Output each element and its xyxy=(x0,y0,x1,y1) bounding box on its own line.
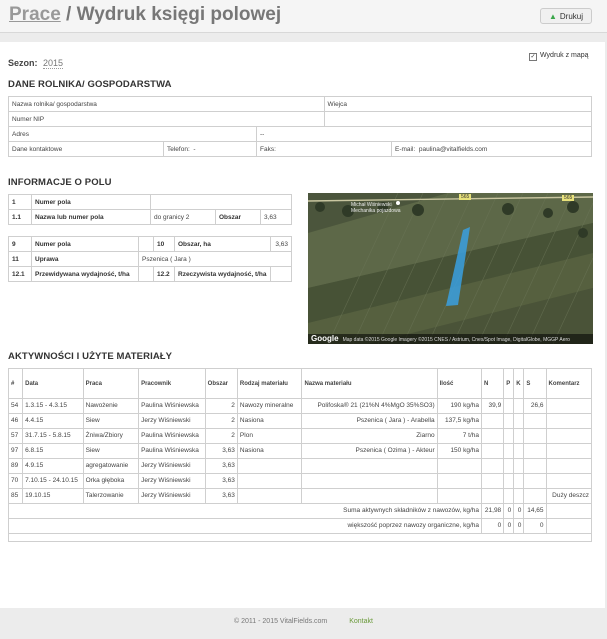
col-area: Obszar xyxy=(205,369,237,399)
owner-nip-value xyxy=(324,112,592,127)
col-work: Praca xyxy=(83,369,138,399)
row-k xyxy=(514,474,524,489)
row-quantity xyxy=(437,474,481,489)
row-worker: Jerzy Wiśniewski xyxy=(139,414,206,429)
field-r11-label: Nazwa lub numer pola xyxy=(32,210,151,225)
col-quantity: Ilość xyxy=(437,369,481,399)
row-area: 2 xyxy=(205,429,237,444)
season-value[interactable]: 2015 xyxy=(43,58,64,68)
row-num: 54 xyxy=(9,399,23,414)
field-r11-area-value: 3,63 xyxy=(261,210,292,225)
row-worker: Paulina Wiśniewska xyxy=(139,429,206,444)
table-row xyxy=(9,414,592,429)
field-r1-label: Numer pola xyxy=(32,195,151,210)
row-comment xyxy=(546,459,591,474)
table-end-cell xyxy=(9,534,592,542)
activities-body xyxy=(9,399,592,504)
row-worker: Jerzy Wiśniewski xyxy=(139,474,206,489)
row-material-name: Pszenica ( Jara ) - Arabella xyxy=(302,414,437,429)
email-label: E-mail: xyxy=(395,145,416,153)
footer-copyright: © 2011 - 2015 VitalFields.com xyxy=(234,618,328,625)
table-end-row xyxy=(9,534,592,542)
row-material-type: Plon xyxy=(237,429,302,444)
col-p: P xyxy=(504,369,514,399)
row-material-type: Nasiona xyxy=(237,444,302,459)
row-material-name: Polifoska® 21 (21%N 4%MgO 35%SO3) xyxy=(302,399,437,414)
row-num: 89 xyxy=(9,459,23,474)
row-work: Talerzowanie xyxy=(83,489,138,504)
row-quantity: 7 t/ha xyxy=(437,429,481,444)
row-num: 85 xyxy=(9,489,23,504)
row-p xyxy=(504,474,514,489)
field-r11-num: 1.1 xyxy=(9,210,32,225)
row-n xyxy=(482,474,504,489)
print-content xyxy=(0,42,605,608)
row-area: 3,63 xyxy=(205,459,237,474)
field-r1-num: 1 xyxy=(9,195,32,210)
sum-mineral-comment xyxy=(546,504,591,519)
col-n: N xyxy=(482,369,504,399)
sum-row-mineral xyxy=(9,504,592,519)
map-print-toggle[interactable] xyxy=(529,52,589,61)
col-worker: Pracownik xyxy=(139,369,206,399)
table-row xyxy=(9,252,292,267)
field-r122-label: Rzeczywista wydajność, t/ha xyxy=(175,267,271,282)
season-selector xyxy=(8,58,63,68)
table-row xyxy=(9,127,592,142)
table-row xyxy=(9,267,292,282)
row-date: 4.9.15 xyxy=(23,459,84,474)
map-attribution-bar xyxy=(308,334,593,344)
row-n xyxy=(482,414,504,429)
row-material-name xyxy=(302,459,437,474)
sum-mineral-n: 21,98 xyxy=(482,504,504,519)
row-date: 1.3.15 - 4.3.15 xyxy=(23,399,84,414)
map-print-checkbox[interactable]: ✓ xyxy=(530,54,536,60)
breadcrumb-prace[interactable]: Prace xyxy=(9,4,61,25)
row-date: 6.8.15 xyxy=(23,444,84,459)
footer-contact-link[interactable]: Kontakt xyxy=(349,618,373,625)
row-s xyxy=(524,489,546,504)
table-row xyxy=(9,399,592,414)
row-quantity xyxy=(437,489,481,504)
col-k: K xyxy=(514,369,524,399)
row-k xyxy=(514,399,524,414)
table-row xyxy=(9,429,592,444)
row-k xyxy=(514,489,524,504)
field-r10-num: 10 xyxy=(154,237,175,252)
sum-organic-s: 0 xyxy=(524,519,546,534)
row-date: 7.10.15 - 24.10.15 xyxy=(23,474,84,489)
row-comment xyxy=(546,414,591,429)
row-n xyxy=(482,489,504,504)
page-header xyxy=(0,0,607,33)
table-row xyxy=(9,444,592,459)
table-row xyxy=(9,459,592,474)
field-r9-value xyxy=(139,237,154,252)
activities-header-row xyxy=(9,369,592,399)
field-map[interactable] xyxy=(308,193,593,344)
print-button[interactable] xyxy=(540,8,592,24)
row-date: 19.10.15 xyxy=(23,489,84,504)
row-k xyxy=(514,459,524,474)
field-r9-num: 9 xyxy=(9,237,32,252)
field-r122-value xyxy=(270,267,291,282)
owner-email xyxy=(392,142,592,157)
row-k xyxy=(514,429,524,444)
row-p xyxy=(504,459,514,474)
fax-label: Faks: xyxy=(260,145,276,153)
map-place-line2: Mechanika pojazdowa xyxy=(351,208,401,214)
sum-mineral-label: Suma aktywnych składników z nawozów, kg/ha xyxy=(9,504,482,519)
row-worker: Jerzy Wiśniewski xyxy=(139,489,206,504)
table-row xyxy=(9,474,592,489)
row-quantity: 150 kg/ha xyxy=(437,444,481,459)
phone-value: - xyxy=(193,145,196,153)
row-material-name xyxy=(302,489,437,504)
satellite-image xyxy=(308,193,593,344)
row-work: Siew xyxy=(83,414,138,429)
row-quantity xyxy=(437,459,481,474)
sum-organic-k: 0 xyxy=(514,519,524,534)
google-logo[interactable]: Google xyxy=(311,334,339,343)
row-area: 3,63 xyxy=(205,474,237,489)
map-attribution: Map data ©2015 Google Imagery ©2015 CNES / Astrium, Cnes/Spot Image, DigitalGlobe, MGGP Aero xyxy=(342,337,570,343)
row-n xyxy=(482,444,504,459)
field-r1-value xyxy=(151,195,292,210)
field-r11-area-label: Obszar xyxy=(216,210,261,225)
col-material-type: Rodzaj materiału xyxy=(237,369,302,399)
table-row xyxy=(9,195,292,210)
road-marker-1: 565 xyxy=(461,194,470,200)
row-work: Orka głęboka xyxy=(83,474,138,489)
map-place-line1: Michał Wiśniewski xyxy=(351,202,392,208)
map-print-label: Wydruk z mapą xyxy=(540,52,589,59)
table-row xyxy=(9,237,292,252)
sum-organic-comment xyxy=(546,519,591,534)
owner-contact-label: Dane kontaktowe xyxy=(9,142,164,157)
field-r121-value xyxy=(139,267,154,282)
row-s xyxy=(524,459,546,474)
breadcrumb-separator: / xyxy=(60,4,77,25)
sum-mineral-s: 14,65 xyxy=(524,504,546,519)
col-comment: Komentarz xyxy=(546,369,591,399)
col-date: Data xyxy=(23,369,84,399)
phone-label: Telefon: xyxy=(167,145,190,153)
row-s xyxy=(524,429,546,444)
row-p xyxy=(504,399,514,414)
field-r11-value: do granicy 2 xyxy=(151,210,216,225)
row-s xyxy=(524,444,546,459)
sum-mineral-k: 0 xyxy=(514,504,524,519)
row-s: 26,6 xyxy=(524,399,546,414)
owner-phone xyxy=(164,142,257,157)
field-r10-label: Obszar, ha xyxy=(175,237,271,252)
row-num: 70 xyxy=(9,474,23,489)
field-r11b-label: Uprawa xyxy=(32,252,139,267)
sum-organic-n: 0 xyxy=(482,519,504,534)
row-num: 57 xyxy=(9,429,23,444)
season-label: Sezon: xyxy=(8,58,38,68)
row-n: 39,9 xyxy=(482,399,504,414)
table-row xyxy=(9,142,592,157)
owner-name-value: Wiejca xyxy=(324,97,592,112)
row-n xyxy=(482,429,504,444)
sum-mineral-p: 0 xyxy=(504,504,514,519)
row-num: 97 xyxy=(9,444,23,459)
row-material-name: Pszenica ( Ozima ) - Akteur xyxy=(302,444,437,459)
row-area: 3,63 xyxy=(205,489,237,504)
print-button-label: Drukuj xyxy=(559,12,584,21)
road-marker-2: 565 xyxy=(564,195,573,201)
row-worker: Paulina Wiśniewska xyxy=(139,399,206,414)
row-p xyxy=(504,489,514,504)
row-date: 31.7.15 - 5.8.15 xyxy=(23,429,84,444)
table-row xyxy=(9,210,292,225)
field-r121-label: Przewidywana wydajność, t/ha xyxy=(32,267,139,282)
row-area: 2 xyxy=(205,399,237,414)
row-comment: Duży deszcz xyxy=(546,489,591,504)
row-p xyxy=(504,414,514,429)
row-k xyxy=(514,444,524,459)
row-work: Żniwa/Zbiory xyxy=(83,429,138,444)
sum-organic-p: 0 xyxy=(504,519,514,534)
row-work: Siew xyxy=(83,444,138,459)
row-date: 4.4.15 xyxy=(23,414,84,429)
owner-name-label: Nazwa rolnika/ gospodarstwa xyxy=(9,97,325,112)
owner-table xyxy=(8,96,592,157)
row-comment xyxy=(546,429,591,444)
row-quantity: 190 kg/ha xyxy=(437,399,481,414)
row-k xyxy=(514,414,524,429)
row-p xyxy=(504,429,514,444)
field-section-heading: INFORMACJE O POLU xyxy=(8,177,112,188)
row-num: 46 xyxy=(9,414,23,429)
row-material-type: Nawozy mineralne xyxy=(237,399,302,414)
col-num: # xyxy=(9,369,23,399)
row-p xyxy=(504,444,514,459)
row-material-name: Ziarno xyxy=(302,429,437,444)
row-s xyxy=(524,474,546,489)
field-r9-label: Numer pola xyxy=(32,237,139,252)
page-footer xyxy=(0,618,607,625)
row-comment xyxy=(546,399,591,414)
table-row xyxy=(9,97,592,112)
field-r11b-num: 11 xyxy=(9,252,32,267)
col-material-name: Nazwa materiału xyxy=(302,369,437,399)
row-area: 3,63 xyxy=(205,444,237,459)
sum-row-organic xyxy=(9,519,592,534)
email-value: paulina@vitalfields.com xyxy=(418,145,488,153)
owner-section-heading: DANE ROLNIKA/ GOSPODARSTWA xyxy=(8,79,172,90)
row-material-type xyxy=(237,459,302,474)
table-row xyxy=(9,112,592,127)
field-r11b-value: Pszenica ( Jara ) xyxy=(139,252,292,267)
owner-fax xyxy=(257,142,392,157)
map-place-label xyxy=(351,202,400,214)
row-work: Nawożenie xyxy=(83,399,138,414)
field-table-1 xyxy=(8,194,292,225)
row-material-name xyxy=(302,474,437,489)
activities-section-heading: AKTYWNOŚCI I UŻYTE MATERIAŁY xyxy=(8,351,173,362)
print-icon: ▲ xyxy=(548,12,557,21)
row-worker: Paulina Wiśniewska xyxy=(139,444,206,459)
sum-organic-label: większość poprzez nawozy organiczne, kg/ha xyxy=(9,519,482,534)
row-n xyxy=(482,459,504,474)
owner-address-value: -- xyxy=(257,127,592,142)
row-area: 2 xyxy=(205,414,237,429)
activities-table xyxy=(8,368,592,542)
owner-nip-label: Numer NIP xyxy=(9,112,325,127)
owner-address-label: Adres xyxy=(9,127,257,142)
field-r122-num: 12.2 xyxy=(154,267,175,282)
field-r121-num: 12.1 xyxy=(9,267,32,282)
field-r10-value: 3,63 xyxy=(270,237,291,252)
row-worker: Jerzy Wiśniewski xyxy=(139,459,206,474)
page-title-text: Wydruk księgi polowej xyxy=(76,4,282,25)
row-work: agregatowanie xyxy=(83,459,138,474)
row-comment xyxy=(546,444,591,459)
page-title xyxy=(9,4,281,26)
row-quantity: 137,5 kg/ha xyxy=(437,414,481,429)
row-material-type: Nasiona xyxy=(237,414,302,429)
row-material-type xyxy=(237,474,302,489)
table-row xyxy=(9,489,592,504)
row-s xyxy=(524,414,546,429)
row-material-type xyxy=(237,489,302,504)
row-comment xyxy=(546,474,591,489)
col-s: S xyxy=(524,369,546,399)
field-table-2 xyxy=(8,236,292,282)
